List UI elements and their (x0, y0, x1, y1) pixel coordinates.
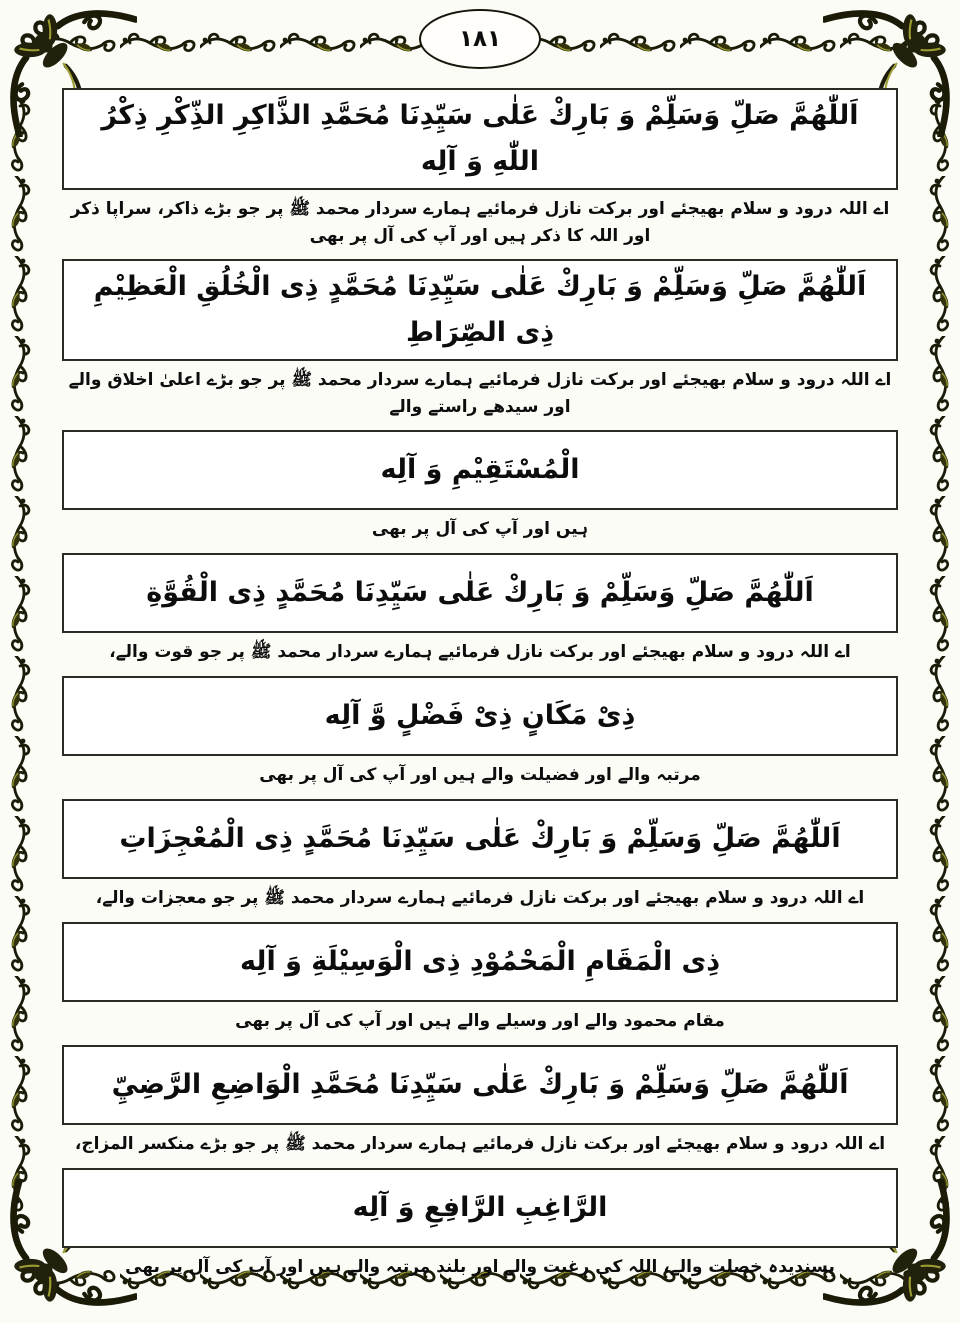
arabic-prayer-text: اَللّٰهُمَّ صَلِّ وَسَلِّمْ وَ بَارِكْ عَلٰى سَيِّدِنَا مُحَمَّدِ الذَّاكِرِ الذِّكْرِ ذِكْرُ اللّٰهِ وَ آلِه (101, 100, 859, 177)
urdu-translation: اے اللہ درود و سلام بھیجئے اور برکت نازل فرمائیے ہمارے سردار محمد ﷺ پر جو بڑے منکسر المزاج، (74, 1134, 886, 1155)
arabic-prayer-box (62, 1168, 898, 1248)
urdu-translation: اے اللہ درود و سلام بھیجئے اور برکت نازل فرمائیے ہمارے سردار محمد ﷺ پر جو بڑے ذاکر، سراپا ذکر اور اللہ کا ذکر ہیں اور آپ کی آل پر بھی (70, 198, 890, 246)
urdu-translation: پسندیدہ خصلت والے، اللہ کی رغبت والے اور بلند مرتبہ والے ہیں اور آپ کی آل پر بھی (125, 1257, 835, 1278)
arabic-prayer-box (62, 676, 898, 756)
arabic-prayer-box (62, 799, 898, 879)
arabic-prayer-box (62, 259, 898, 361)
prayer-sections (62, 88, 898, 1291)
floral-border-right-ornament (927, 96, 953, 1236)
page-number-badge (419, 9, 541, 69)
arabic-prayer-text: اَللّٰهُمَّ صَلِّ وَسَلِّمْ وَ بَارِكْ عَلٰى سَيِّدِنَا مُحَمَّدٍ ذِی الْمُعْجِزَاتِ (119, 823, 841, 855)
floral-border-left-ornament (7, 96, 33, 1236)
arabic-prayer-text: ذِیْ مَکَانٍ ذِیْ فَضْلٍ وَّ آلِه (324, 700, 636, 732)
arabic-prayer-text: اَللّٰهُمَّ صَلِّ وَسَلِّمْ وَ بَارِكْ عَلٰى سَيِّدِنَا مُحَمَّدٍ ذِی الْقُوَّةِ (146, 577, 814, 609)
arabic-prayer-box (62, 88, 898, 190)
arabic-prayer-text: اَللّٰهُمَّ صَلِّ وَسَلِّمْ وَ بَارِكْ عَلٰى سَيِّدِنَا مُحَمَّدِ الْوَاضِعِ الرَّضِيِّ (111, 1069, 849, 1101)
arabic-prayer-text: الرَّاغِبِ الرَّافِعِ وَ آلِه (352, 1192, 608, 1224)
arabic-prayer-text: ذِی الْمَقَامِ الْمَحْمُوْدِ ذِی الْوَسِيْلَةِ وَ آلِه (239, 946, 721, 978)
urdu-translation: مرتبہ والے اور فضیلت والے ہیں اور آپ کی آل پر بھی (259, 765, 701, 786)
urdu-translation: اے اللہ درود و سلام بھیجئے اور برکت نازل فرمائیے ہمارے سردار محمد ﷺ پر جو بڑے اعلیٰ اخلاق والے اور سیدھے راستے والے (68, 369, 892, 418)
arabic-prayer-box (62, 430, 898, 510)
arabic-prayer-text: اَللّٰهُمَّ صَلِّ وَسَلِّمْ وَ بَارِكْ عَلٰى سَيِّدِنَا مُحَمَّدٍ ذِی الْخُلُقِ الْعَظِيْمِ ذِی الصِّرَاطِ (93, 271, 867, 349)
urdu-translation: اے اللہ درود و سلام بھیجئے اور برکت نازل فرمائیے ہمارے سردار محمد ﷺ پر جو معجزات والے، (95, 888, 865, 909)
arabic-prayer-box (62, 1045, 898, 1125)
urdu-translation: مقام محمود والے اور وسیلے والے ہیں اور آپ کی آل پر بھی (235, 1011, 725, 1032)
urdu-translation: اے اللہ درود و سلام بھیجئے اور برکت نازل فرمائیے ہمارے سردار محمد ﷺ پر جو قوت والے، (109, 642, 851, 663)
urdu-translation: ہیں اور آپ کی آل پر بھی (371, 519, 589, 540)
arabic-prayer-text: الْمُسْتَقِيْمِ وَ آلِه (380, 454, 580, 486)
arabic-prayer-box (62, 553, 898, 633)
page-number: ١٨١ (458, 26, 502, 52)
arabic-prayer-box (62, 922, 898, 1002)
